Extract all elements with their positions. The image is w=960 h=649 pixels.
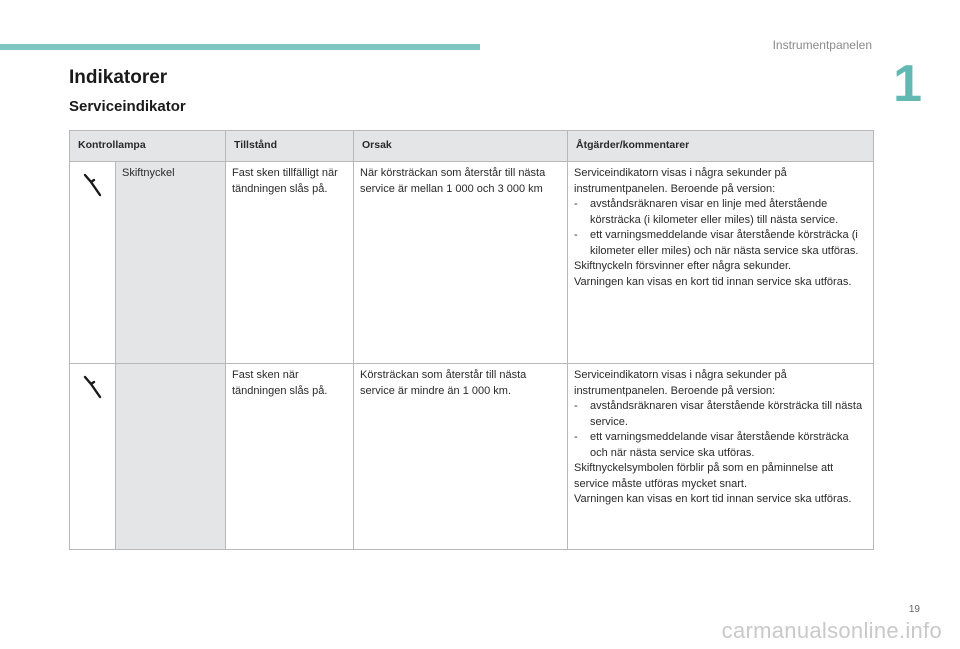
list-item-text: avståndsräknaren visar en linje med återstående körsträcka (i kilometer eller miles) till nästa service. [590, 198, 839, 226]
list-item [574, 399, 867, 430]
bullet-dash: - [574, 198, 578, 210]
page-number: 19 [908, 604, 920, 615]
list-item-text: ett varningsmeddelande visar återstående körsträcka (i kilometer eller miles) och när nästa service ska utföras. [590, 229, 859, 257]
table-header-row [70, 131, 874, 162]
wrench-icon [82, 172, 104, 198]
section-heading: Serviceindikator [69, 98, 186, 115]
service-indicator-table [69, 130, 874, 550]
actions-cell [568, 364, 874, 550]
wrench-icon [82, 374, 104, 400]
actions-note: Skiftnyckelsymbolen förblir på som en påminnelse att service måste utföras mycket snart. [574, 462, 834, 490]
top-accent-bar [0, 44, 480, 50]
actions-cell [568, 162, 874, 364]
state-cell: Fast sken när tändningen slås på. [226, 364, 354, 550]
column-header-atgarder: Åtgärder/kommentarer [568, 131, 874, 162]
column-header-kontrollampa: Kontrollampa [70, 131, 226, 162]
cause-cell: Körsträckan som återstår till nästa service är mindre än 1 000 km. [354, 364, 568, 550]
actions-note: Varningen kan visas en kort tid innan service ska utföras. [574, 493, 852, 505]
chapter-title: Instrumentpanelen [772, 38, 872, 52]
actions-intro: Serviceindikatorn visas i några sekunder på instrumentpanelen. Beroende på version: [574, 167, 787, 195]
list-item [574, 197, 867, 228]
lamp-name-cell: Skiftnyckel [116, 162, 226, 364]
list-item-text: avståndsräknaren visar återstående körsträcka till nästa service. [590, 400, 863, 428]
bullet-dash: - [574, 431, 578, 443]
list-item [574, 430, 867, 461]
table-row [70, 162, 874, 364]
list-item [574, 228, 867, 259]
watermark: carmanualsonline.info [721, 618, 942, 643]
lamp-name-cell [116, 364, 226, 550]
column-header-orsak: Orsak [354, 131, 568, 162]
table-row [70, 364, 874, 550]
icon-cell [70, 162, 116, 364]
actions-note: Varningen kan visas en kort tid innan service ska utföras. [574, 275, 852, 288]
actions-note: Skiftnyckeln försvinner efter några sekunder. [574, 260, 792, 272]
chapter-number: 1 [893, 55, 922, 113]
page-heading: Indikatorer [69, 67, 168, 88]
icon-cell [70, 364, 116, 550]
bullet-dash: - [574, 400, 578, 412]
actions-intro: Serviceindikatorn visas i några sekunder på instrumentpanelen. Beroende på version: [574, 369, 787, 397]
cause-cell: När körsträckan som återstår till nästa service är mellan 1 000 och 3 000 km [354, 162, 568, 364]
state-cell: Fast sken tillfälligt när tändningen slås på. [226, 162, 354, 364]
column-header-tillstand: Tillstånd [226, 131, 354, 162]
bullet-dash: - [574, 229, 578, 241]
list-item-text: ett varningsmeddelande visar återstående körsträcka och när nästa service ska utföras. [590, 431, 849, 459]
